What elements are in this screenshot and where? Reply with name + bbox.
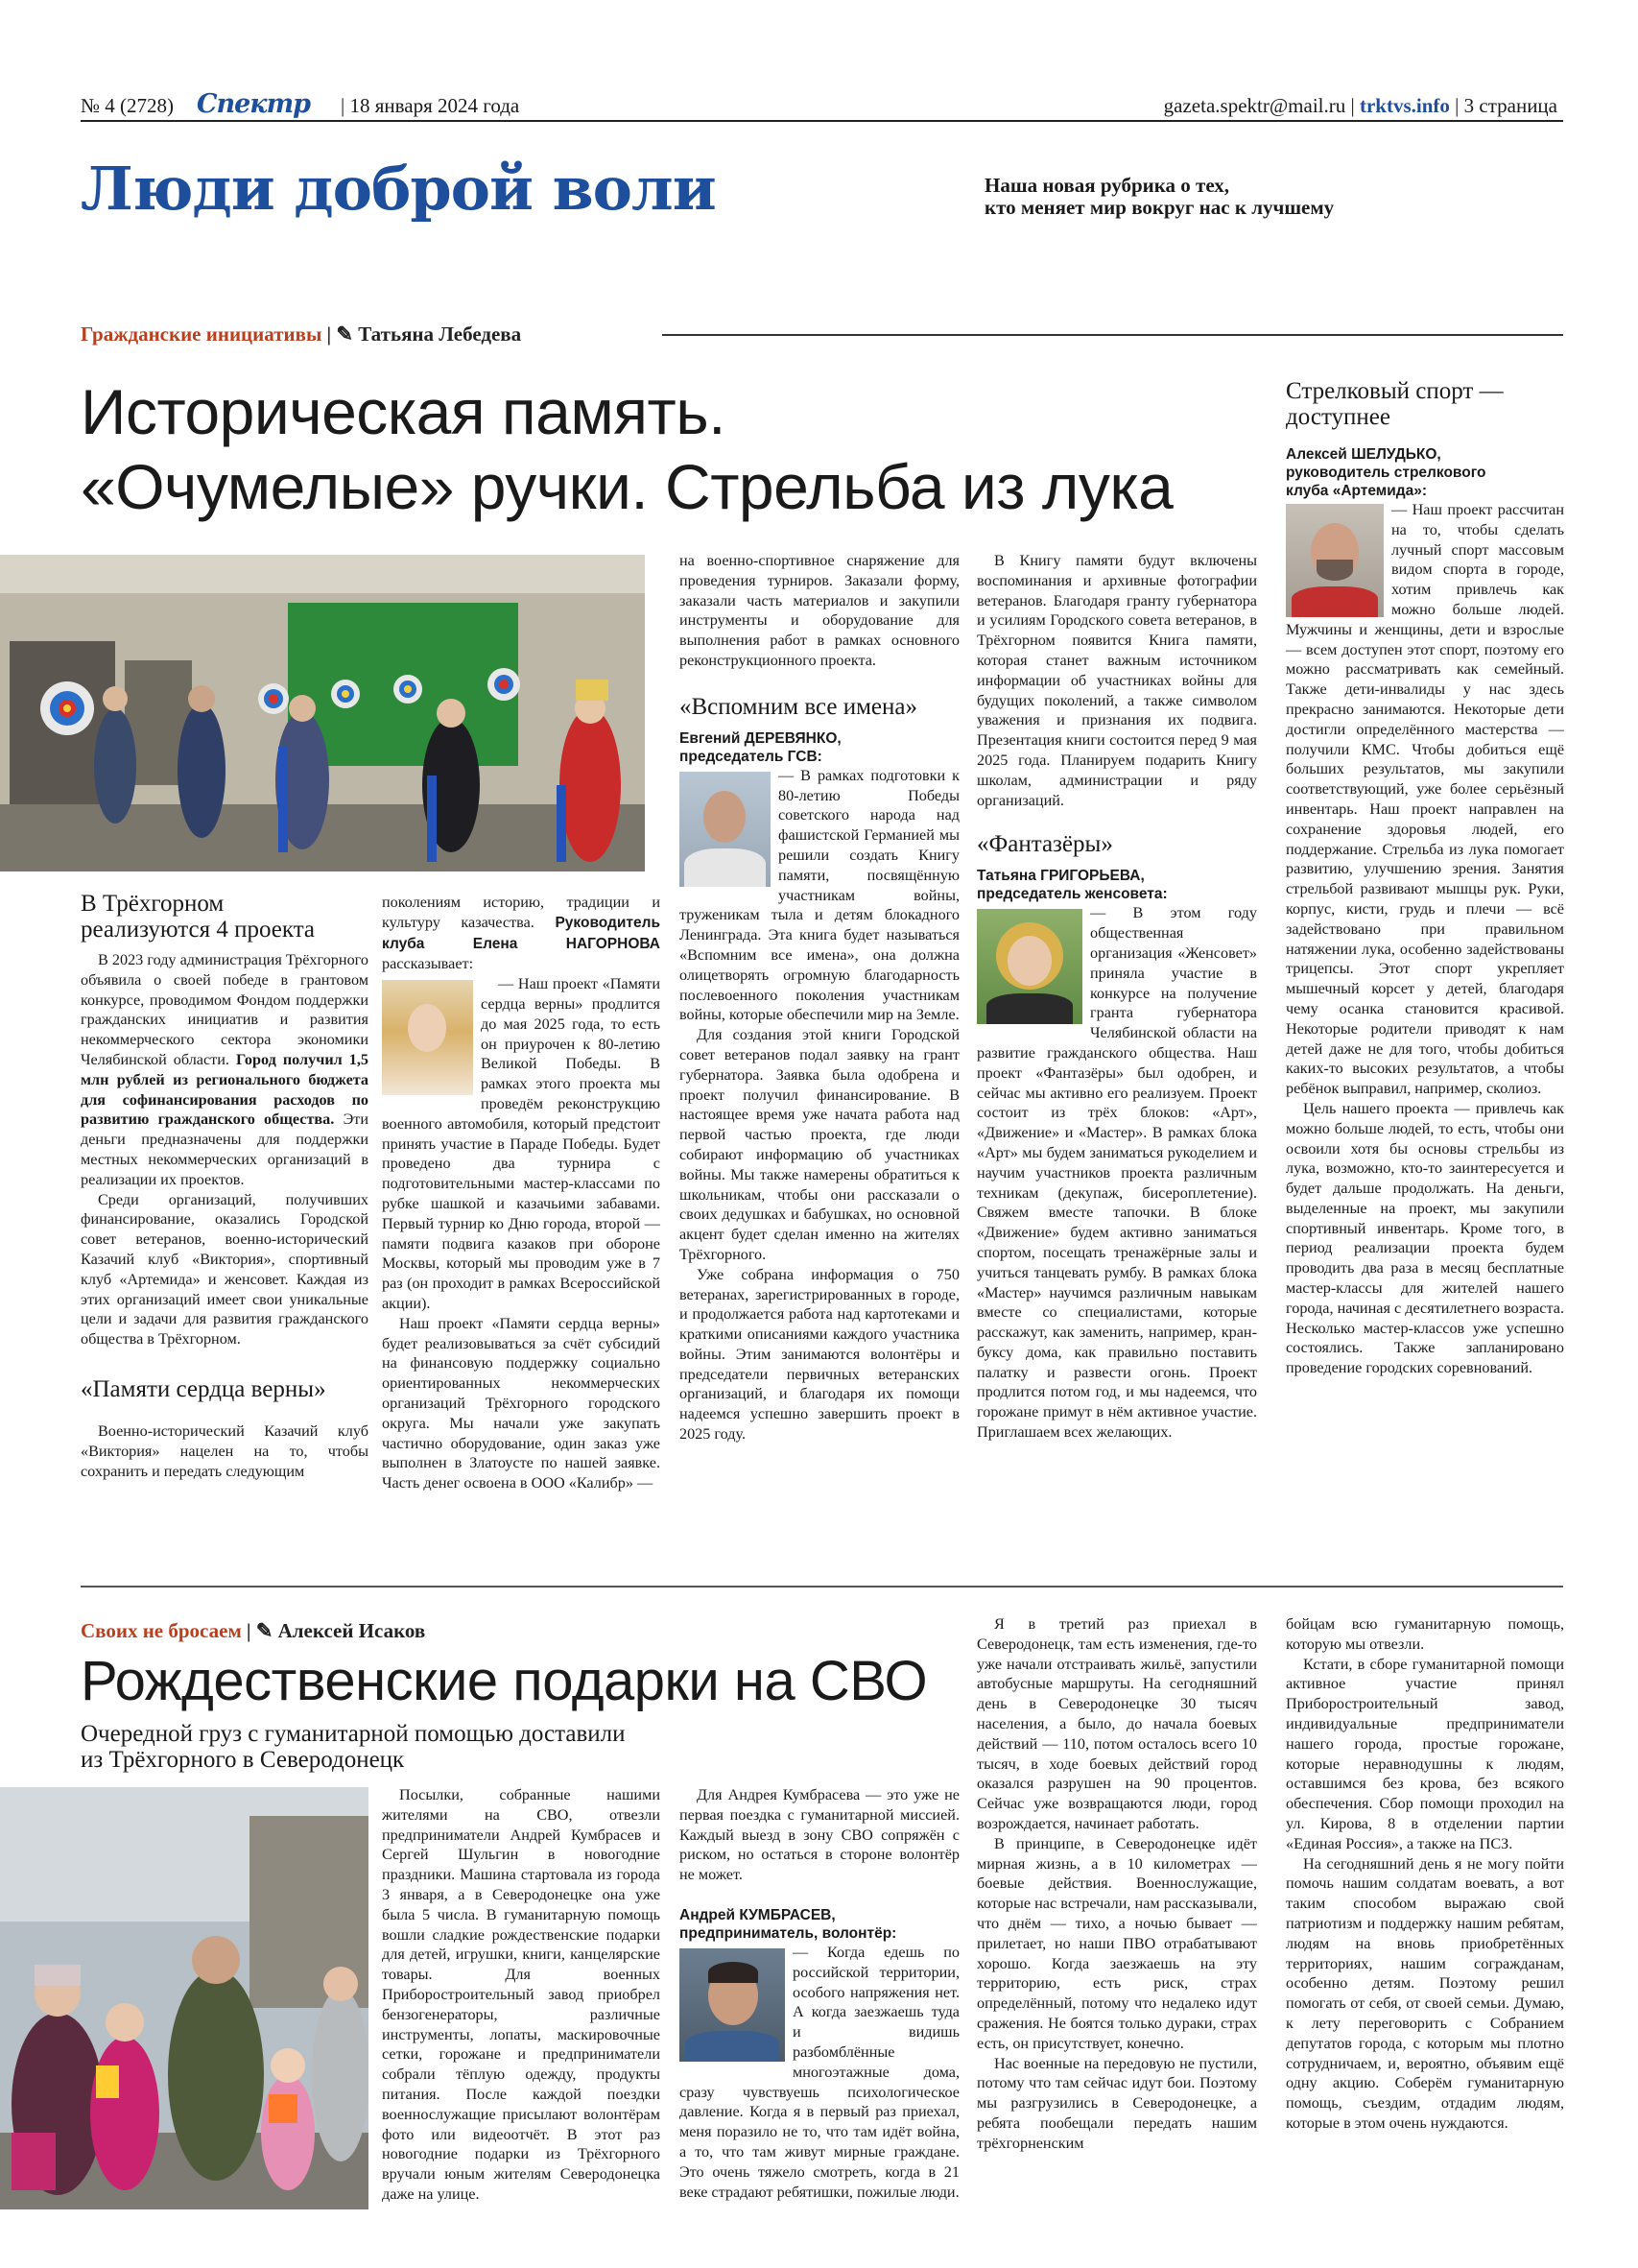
portrait-face [703,791,746,843]
portrait-hair [708,1962,758,1983]
text-bold: Город получил 1,5 млн рублей из регионального бюджета для софинансирования расходов по развитию гражданского общества. [81,1050,368,1129]
family-photo [0,1787,368,2209]
paragraph: Уже собрана информация о 750 ветеранах, зарегистрированных в городе, и продолжается работа над картотеками и краткими описаниями каждого участника войны. Этим занимаются волонтёры и председатели первичных ветеранских организаций, и благодаря их помощи надеемся успешно завершить проект в 2025 году. [679,1265,960,1444]
article1-col3 [679,551,960,1444]
portrait-body [1292,586,1378,617]
family-photo-illustration [0,1787,368,2209]
paragraph: — Когда едешь по российской территории, особого напряжения нет. А когда заезжаешь туда и видишь разбомблённые многоэтажные дома, сразу чувствуешь психологическое давление. Когда я в первый раз приехал, меня поразило не то, что там идёт война, а то, что там живут мирные граждане. Это очень тяжело смотреть, когда в 21 веке страдают ребятишки, пожилые люди. [679,1943,960,2201]
separator: | ✎ [326,322,359,346]
separator: | ✎ [246,1619,278,1642]
paragraph: на военно-спортивное снаряжение для проведения турниров. Заказали форму, заказали часть материалов и закупили инструменты и оборудование для выполнения работ в рамках основного реконструкционного проекта. [679,552,960,669]
subhead-memory: «Памяти сердца верны» [81,1375,326,1402]
portrait-sheludko [1286,504,1384,617]
subhead-line-1: В Трёхгорном [81,891,225,917]
site-link[interactable]: trktvs.info [1359,94,1450,117]
article2-deck [81,1721,625,1773]
speaker-derevyanko [679,729,960,766]
portrait-nagornova [382,980,473,1095]
article1-author: Татьяна Лебедева [358,322,522,346]
tagline-line-2: кто меняет мир вокруг нас к лучшему [985,196,1335,219]
speaker-grigorieva [977,867,1257,903]
paragraph: Кстати, в сборе гуманитарной помощи активное участие принял Приборостроительный завод, индивидуальные предприниматели нашего города, простые горожане, которые неравнодушны к людям, оставшимся без крова, без всякого обеспечения. Сбор помощи проходил на ул. Кирова, 8 в отделении партии «Единая Россия», а также на ПСЗ. [1286,1655,1564,1852]
article1-col2 [382,893,660,1493]
tagline-line-1: Наша новая рубрика о тех, [985,174,1229,197]
issue-number: № 4 (2728) [81,94,175,117]
paragraph [81,950,368,1190]
section-divider [81,1586,1563,1588]
paragraph: Для Андрея Кумбрасева — это уже не первая поездка с гуманитарной миссией. Каждый выезд в зону СВО сопряжён с риском, но остаться в стороне волонтёр не может. [679,1786,960,1884]
rubric-title: Люди доброй воли [81,154,716,224]
kicker-rule [662,334,1563,336]
rubric-tagline [985,175,1334,219]
paragraph: — Наш проект «Памяти сердца верны» продлится до мая 2025 года, то есть он приурочен к 80-летию Великой Победы. В рамках этого проекта мы проведём реконструкцию военного автомобиля, который предстоит принять участие в Параде Победы. Будет проведено два турнира с подготовительными мастер-классами по рубке шашкой и казачьими забавами. Первый турнир ко Дню города, второй — памяти подвига казаков при обороне Москвы, который мы проводим уже в 7 раз (он проходит в рамках Всероссийской акции). [382,975,660,1312]
paragraph: Наш проект «Памяти сердца верны» будет реализовываться за счёт субсидий на финансовую поддержку социально ориентированных некоммерческих организаций Трёхгорного городского округа. Мы начали уже закупать частично оборудование, один заказ уже выполнен в Златоусте по нашей заявке. Часть денег освоена в ООО «Калибр» — [382,1314,660,1492]
speaker-role: предприниматель, волонтёр: [679,1924,897,1942]
article1-col1 [81,950,368,1481]
logo: Спектр [197,89,311,119]
sub-projects [81,891,368,943]
deck-line-1: Очередной груз с гуманитарной помощью доставили [81,1721,626,1747]
paragraph: Военно-исторический Казачий клуб «Виктория» нацелен на то, чтобы сохранить и передать следующим [81,1421,368,1480]
sub-shooting [1286,378,1564,430]
paragraph: Посылки, собранные нашими жителями на СВО, отвезли предприниматели Андрей Кумбрасев и Сергей Шульгин в новогодние праздники. Машина стартовала из города 3 января, а в Северодонецке она уже была 5 числа. В гуманитарную помощь вошли сладкие рождественские подарки для детей, игрушки, книги, канцелярские товары. Для военных Приборостроительный завод приобрел бензогенераторы, различные инструменты, лопаты, маскировочные сетки, горожане и предприниматели собрали тёплую одежду, продукты питания. После каждой поездки военнослужащие присылают волонтёрам фото или видеоотчёт. В этот раз новогодние подарки из Трёхгорного вручали юным жителям Северодонецка даже на улице. [382,1786,660,2203]
article1-kicker: Гражданские инициативы [81,322,322,346]
subhead-line-1: Стрелковый спорт — [1286,378,1504,404]
portrait-face [408,1004,446,1052]
speaker-role: председатель женсовета: [977,886,1168,903]
paragraph [382,893,660,974]
portrait-body [684,848,766,887]
portrait-derevyanko [679,772,771,887]
portrait-body [685,2031,779,2062]
header-right: gazeta.spektr@mail.ru | trktvs.info | 3 страница [1163,94,1557,117]
portrait-grigorieva [977,909,1082,1024]
paragraph: В принципе, в Северодонецке идёт мирная жизнь, а в 10 километрах — боевые действия. Военнослужащие, которые нас встречали, нам рассказывали, что днём — тихо, а ночью бывает — прилетает, но наши ПВО отрабатывают хорошо. Когда заезжаешь на эту территорию, есть риск, страх определённый, потому что недалеко идут сражения. Не боятся только дураки, страх есть, он присутствует, конечно. [977,1834,1257,2052]
article2-headline: Рождественские подарки на СВО [81,1650,928,1712]
archery-photo-illustration [0,555,645,871]
article2-kicker: Своих не бросаем [81,1619,242,1642]
paragraph: — В этом году общественная организация «Женсовет» приняла участие в конкурсе на получение гранта губернатора Челябинской области на развитие гражданского общества. Наш проект «Фантазёры» был одобрен, и сейчас мы активно его реализуем. Проект состоит из трёх блоков: «Арт», «Движение» и «Мастер». В рамках блока «Арт» мы будем заниматься рукоделием и научим участников проекта различным техникам (декупаж, бисероплетение). Свяжем вместе тапочки. В блоке «Движение» будем активно заниматься спортом, посещать тренажёрные залы и учиться танцевать румбу. В рамках блока «Мастер» научимся различным навыкам вместе со специалистами, которые расскажут, как заменить, например, кран-буксу дома, как правильно поставить палатку и развести огонь. Проект продлится потом год, и мы надеемся, что горожане примут в нём активное участие. Приглашаем всех желающих. [977,904,1257,1442]
article2-col1 [382,1785,660,2205]
article2-kicker-row [81,1619,425,1643]
text: рассказывает: [382,955,474,973]
speaker-kumbrasev [679,1906,960,1943]
paragraph: — В рамках подготовки к 80-летию Победы советского народа над фашистской Германией мы решили создать Книгу памяти, посвящённую участникам войны, труженикам тыла и детям блокадного Ленинграда. Эта книга будет называться «Вспомним все имена», она должна олицетворять огромную благодарность послевоенного поколения участникам войны, которые обеспечили мир на Земле. [679,766,960,1024]
article2-col2 [679,1785,960,2202]
speaker-role: клуба «Артемида»: [1286,483,1428,499]
portrait-beard [1317,560,1353,581]
article2-col3 [977,1614,1257,2154]
subhead-line-2: доступнее [1286,404,1390,430]
issue-date: | 18 января 2024 года [341,94,520,117]
deck-line-2: из Трёхгорного в Северодонецк [81,1747,405,1773]
paragraph: В Книгу памяти будут включены воспоминания и архивные фотографии ветеранов. Благодаря гранту губернатора и усилиям Городского совета ветеранов, в Трёхгорном появится Книга памяти, которая станет важным источником информации об участниках войны для будущих поколений, а также символом уважения и признания их подвига. Презентация книги состоится перед 9 мая 2025 года. Планируем подарить Книгу школам, администрации и ряду организаций. [977,552,1257,809]
portrait-face [1008,936,1052,986]
headline-line-1: Историческая память. [81,376,725,447]
date-text: 18 января 2024 года [349,94,520,117]
paragraph: Среди организаций, получивших финансирование, оказались Городской совет ветеранов, военно-исторический Казачий клуб «Виктория», спортивный клуб «Артемида» и женсовет. Каждая из этих организаций имеет свои уникальные цели и задачи для развития гражданского общества в Трёхгорном. [81,1190,368,1349]
speaker-name: Андрей КУМБРАСЕВ, [679,1906,836,1923]
speaker-role: руководитель стрелкового [1286,465,1486,481]
paragraph: бойцам всю гуманитарную помощь, которую мы отвезли. [1286,1615,1564,1653]
speaker-sheludko [1286,445,1564,500]
paragraph: На сегодняшний день я не могу пойти помочь нашим солдатам воевать, а вот таким способом выражаю свой патриотизм и поддержку нашим ребятам, людям на вновь приобретённых территориях, нашим согражданам, особенно детям. Поэтому решил помогать от себя, от своей семьи. Думаю, к лету переговорить с Собранием депутатов города, с которым мы плотно сотрудничаем, и, вероятно, объявим ещё одну акцию. Соберём гуманитарную помощь, съездим, отдадим людям, которые в этом очень нуждаются. [1286,1854,1564,2132]
subhead-line-2: реализуются 4 проекта [81,917,316,943]
speaker-name: Алексей ШЕЛУДЬКО, [1286,446,1441,463]
subhead-names: «Вспомним все имена» [679,693,917,720]
speaker-name: Евгений ДЕРЕВЯНКО, [679,729,842,747]
article2-author: Алексей Исаков [277,1619,426,1642]
archery-photo [0,555,645,871]
text-bold: Руководитель клуба Елена НАГОРНОВА [382,914,660,952]
subhead-fantazery: «Фантазёры» [977,831,1113,858]
text: поколениям историю, традиции и культуру казачества. [382,894,660,931]
text: В 2023 году администрация Трёхгорного объявила о своей победе в грантовом конкурсе, проводимом Фондом поддержки гражданских инициатив и развития некоммерческого сектора экономики Челябинской области. [81,951,368,1068]
article1-col5 [1286,445,1564,1378]
email-link[interactable]: gazeta.spektr@mail.ru [1163,94,1346,117]
paragraph: — Наш проект рассчитан на то, чтобы сделать лучный спорт массовым видом спорта в городе, хотим привлечь как можно больше людей. Мужчины и женщины, дети и взрослые — всем доступен этот спорт, поэтому его можно рассматривать как семейный. Также дети-инвалиды у нас здесь прекрасно занимаются. Некоторые дети достигли определённого мастерства — получили КМС. Чтобы добиться ещё больших результатов, мы закупили соответствующий, уже более серьёзный инвентарь. Наш проект направлен на сохранение здоровья людей, его поддержание. Стрельба из лука помогает развитию, улучшению зрения. Занятия стрельбой развивают мышцы рук. Руки, корпус, кисти, грудь и плечи — всё задействовано при правильном натяжении лука, особенно задействованы трицепсы. Этот спорт укрепляет мышечный корсет у детей, благодаря чему осанка становится красивой. Некоторые родители приводят к нам детей даже не для того, чтобы добиться каких-то высоких результатов, а чтобы ребёнок выправил, например, сколиоз. [1286,501,1564,1098]
article1-kicker-row [81,322,521,346]
article1-headline [81,374,1173,524]
page-number: 3 страница [1463,94,1557,117]
paragraph: Нас военные на передовую не пустили, потому что там сейчас идут бои. Поэтому мы разгрузились в Северодонецке, а ребята пообещали передать нашим трёхгорненским [977,2054,1257,2152]
speaker-name: Татьяна ГРИГОРЬЕВА, [977,868,1145,885]
paragraph: Цель нашего проекта — привлечь как можно больше людей, то есть, чтобы они освоили хотя бы основы стрельбы из лука, возможно, кто-то заинтересуется и будет дальше продолжать. На деньги, выделенные на проект, мы закупили спортивный инвентарь. Кроме того, в период реализации проекта будем проводить два раза в месяц бесплатные мастер-классы для жителей нашего города, начиная с десятилетнего возраста. Несколько мастер-классов уже успешно состоялись. Также запланировано проведение городских соревнований. [1286,1099,1564,1377]
portrait-kumbrasev [679,1948,785,2062]
headline-line-2: «Очумелые» ручки. Стрельба из лука [81,451,1174,522]
portrait-body [986,993,1073,1024]
speaker-role: председатель ГСВ: [679,748,822,765]
header-rule [81,120,1563,122]
article2-col4 [1286,1614,1564,2134]
article1-col4 [977,551,1257,1443]
paragraph: Я в третий раз приехал в Северодонецк, там есть изменения, где-то уже начали отстраивать жильё, запустили автобусные маршруты. На сегодняшний день в Северодонецке 30 тысяч населения, а было, до начала боевых действий — 110, потом осталось всего 10 тысяч, в ходе боевых действий город оказался разрушен на 90 процентов. Сейчас уже возвращаются люди, город возрождается, начинает работать. [977,1615,1257,1832]
text: Эти деньги предназначены для поддержки местных некоммерческих организаций в реализации их проектов. [81,1110,368,1188]
paragraph: Для создания этой книги Городской совет ветеранов подал заявку на грант губернатора. Заявка была одобрена и проект получил финансирование. В настоящее время уже начата работа над первой частью проекта, где люди собирают информацию об участниках войны. Мы также намерены обратиться к школьникам, чтобы они рассказали о своих дедушках и бабушках, но основной акцент будет сделан именно на жителях Трёхгорного. [679,1026,960,1263]
